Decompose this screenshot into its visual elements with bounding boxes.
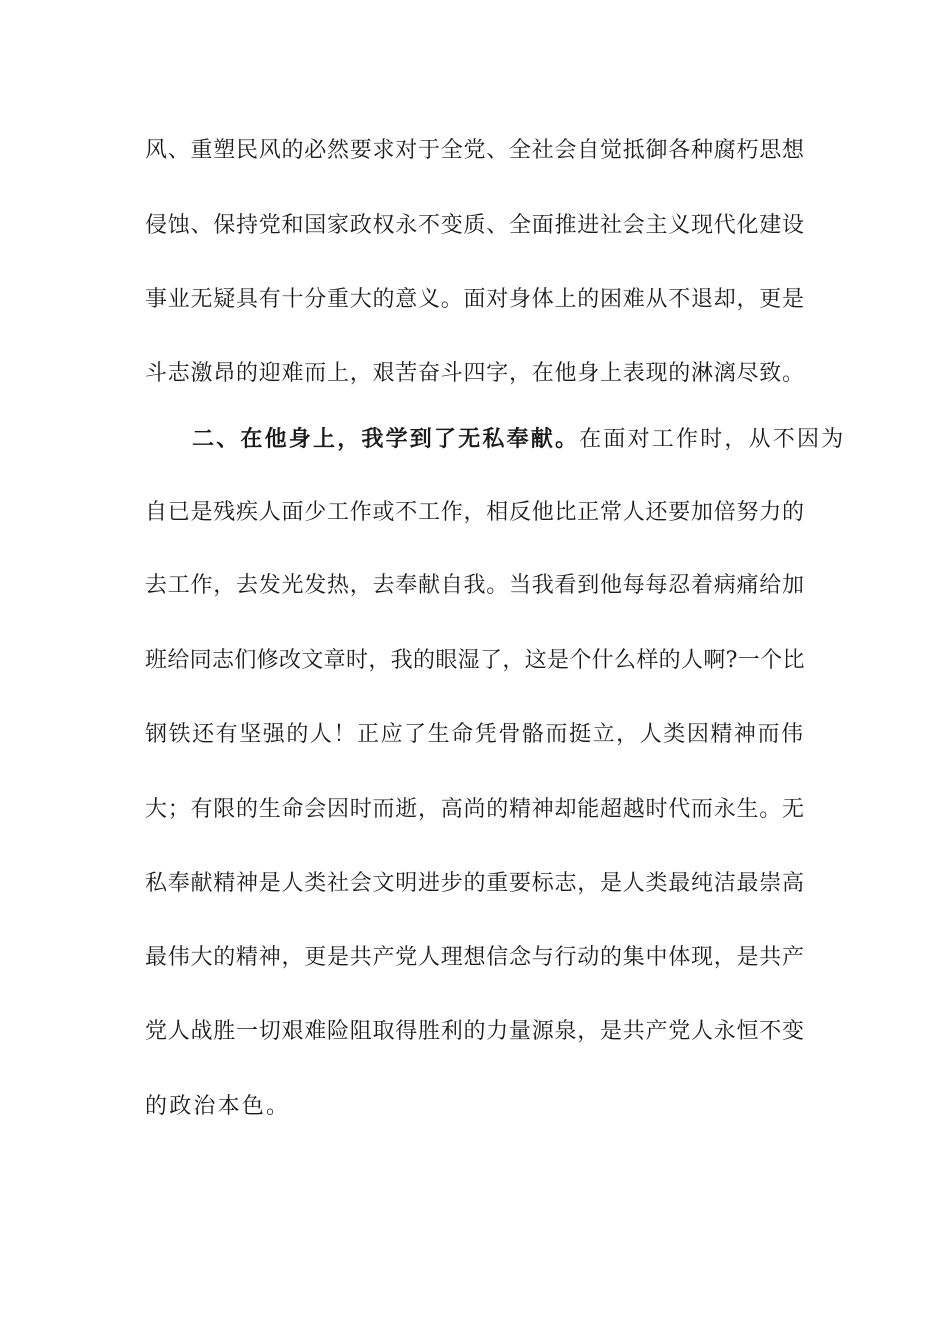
paragraph-line: 钢铁还有坚强的人！正应了生命凭骨骼而挺立，人类因精神而伟 [145, 722, 805, 747]
paragraph-line: 事业无疑具有十分重大的意义。面对身体上的困难从不退却，更是 [145, 287, 805, 312]
paragraph-line: 斗志激昂的迎难而上，艰苦奋斗四字，在他身上表现的淋漓尽致。 [145, 361, 805, 386]
section-heading: 二、在他身上，我学到了无私奉献。 [192, 426, 580, 452]
paragraph-line: 的政治本色。 [145, 1094, 291, 1119]
section-heading-continuation: 在面对工作时，从不因为 [579, 427, 846, 452]
paragraph-line: 最伟大的精神，更是共产党人理想信念与行动的集中体现，是共产 [145, 945, 805, 970]
paragraph-line: 私奉献精神是人类社会文明进步的重要标志，是人类最纯洁最崇高 [145, 871, 805, 896]
paragraph-line: 党人战胜一切艰难险阻取得胜利的力量源泉，是共产党人永恒不变 [145, 1019, 805, 1044]
paragraph-line: 风、重塑民风的必然要求对于全党、全社会自觉抵御各种腐朽思想 [145, 138, 805, 163]
paragraph-line: 大；有限的生命会因时而逝，高尚的精神却能超越时代而永生。无 [145, 797, 805, 822]
paragraph-line: 自已是残疾人面少工作或不工作，相反他比正常人还要加倍努力的 [145, 500, 805, 525]
paragraph-line: 去工作，去发光发热，去奉献自我。当我看到他每每忍着病痛给加 [145, 573, 805, 598]
section-heading-line [192, 424, 845, 455]
paragraph-line: 侵蚀、保持党和国家政权永不变质、全面推进社会主义现代化建设 [145, 213, 805, 238]
paragraph-line: 班给同志们修改文章时，我的眼湿了，这是个什么样的人啊?一个比 [145, 648, 805, 673]
